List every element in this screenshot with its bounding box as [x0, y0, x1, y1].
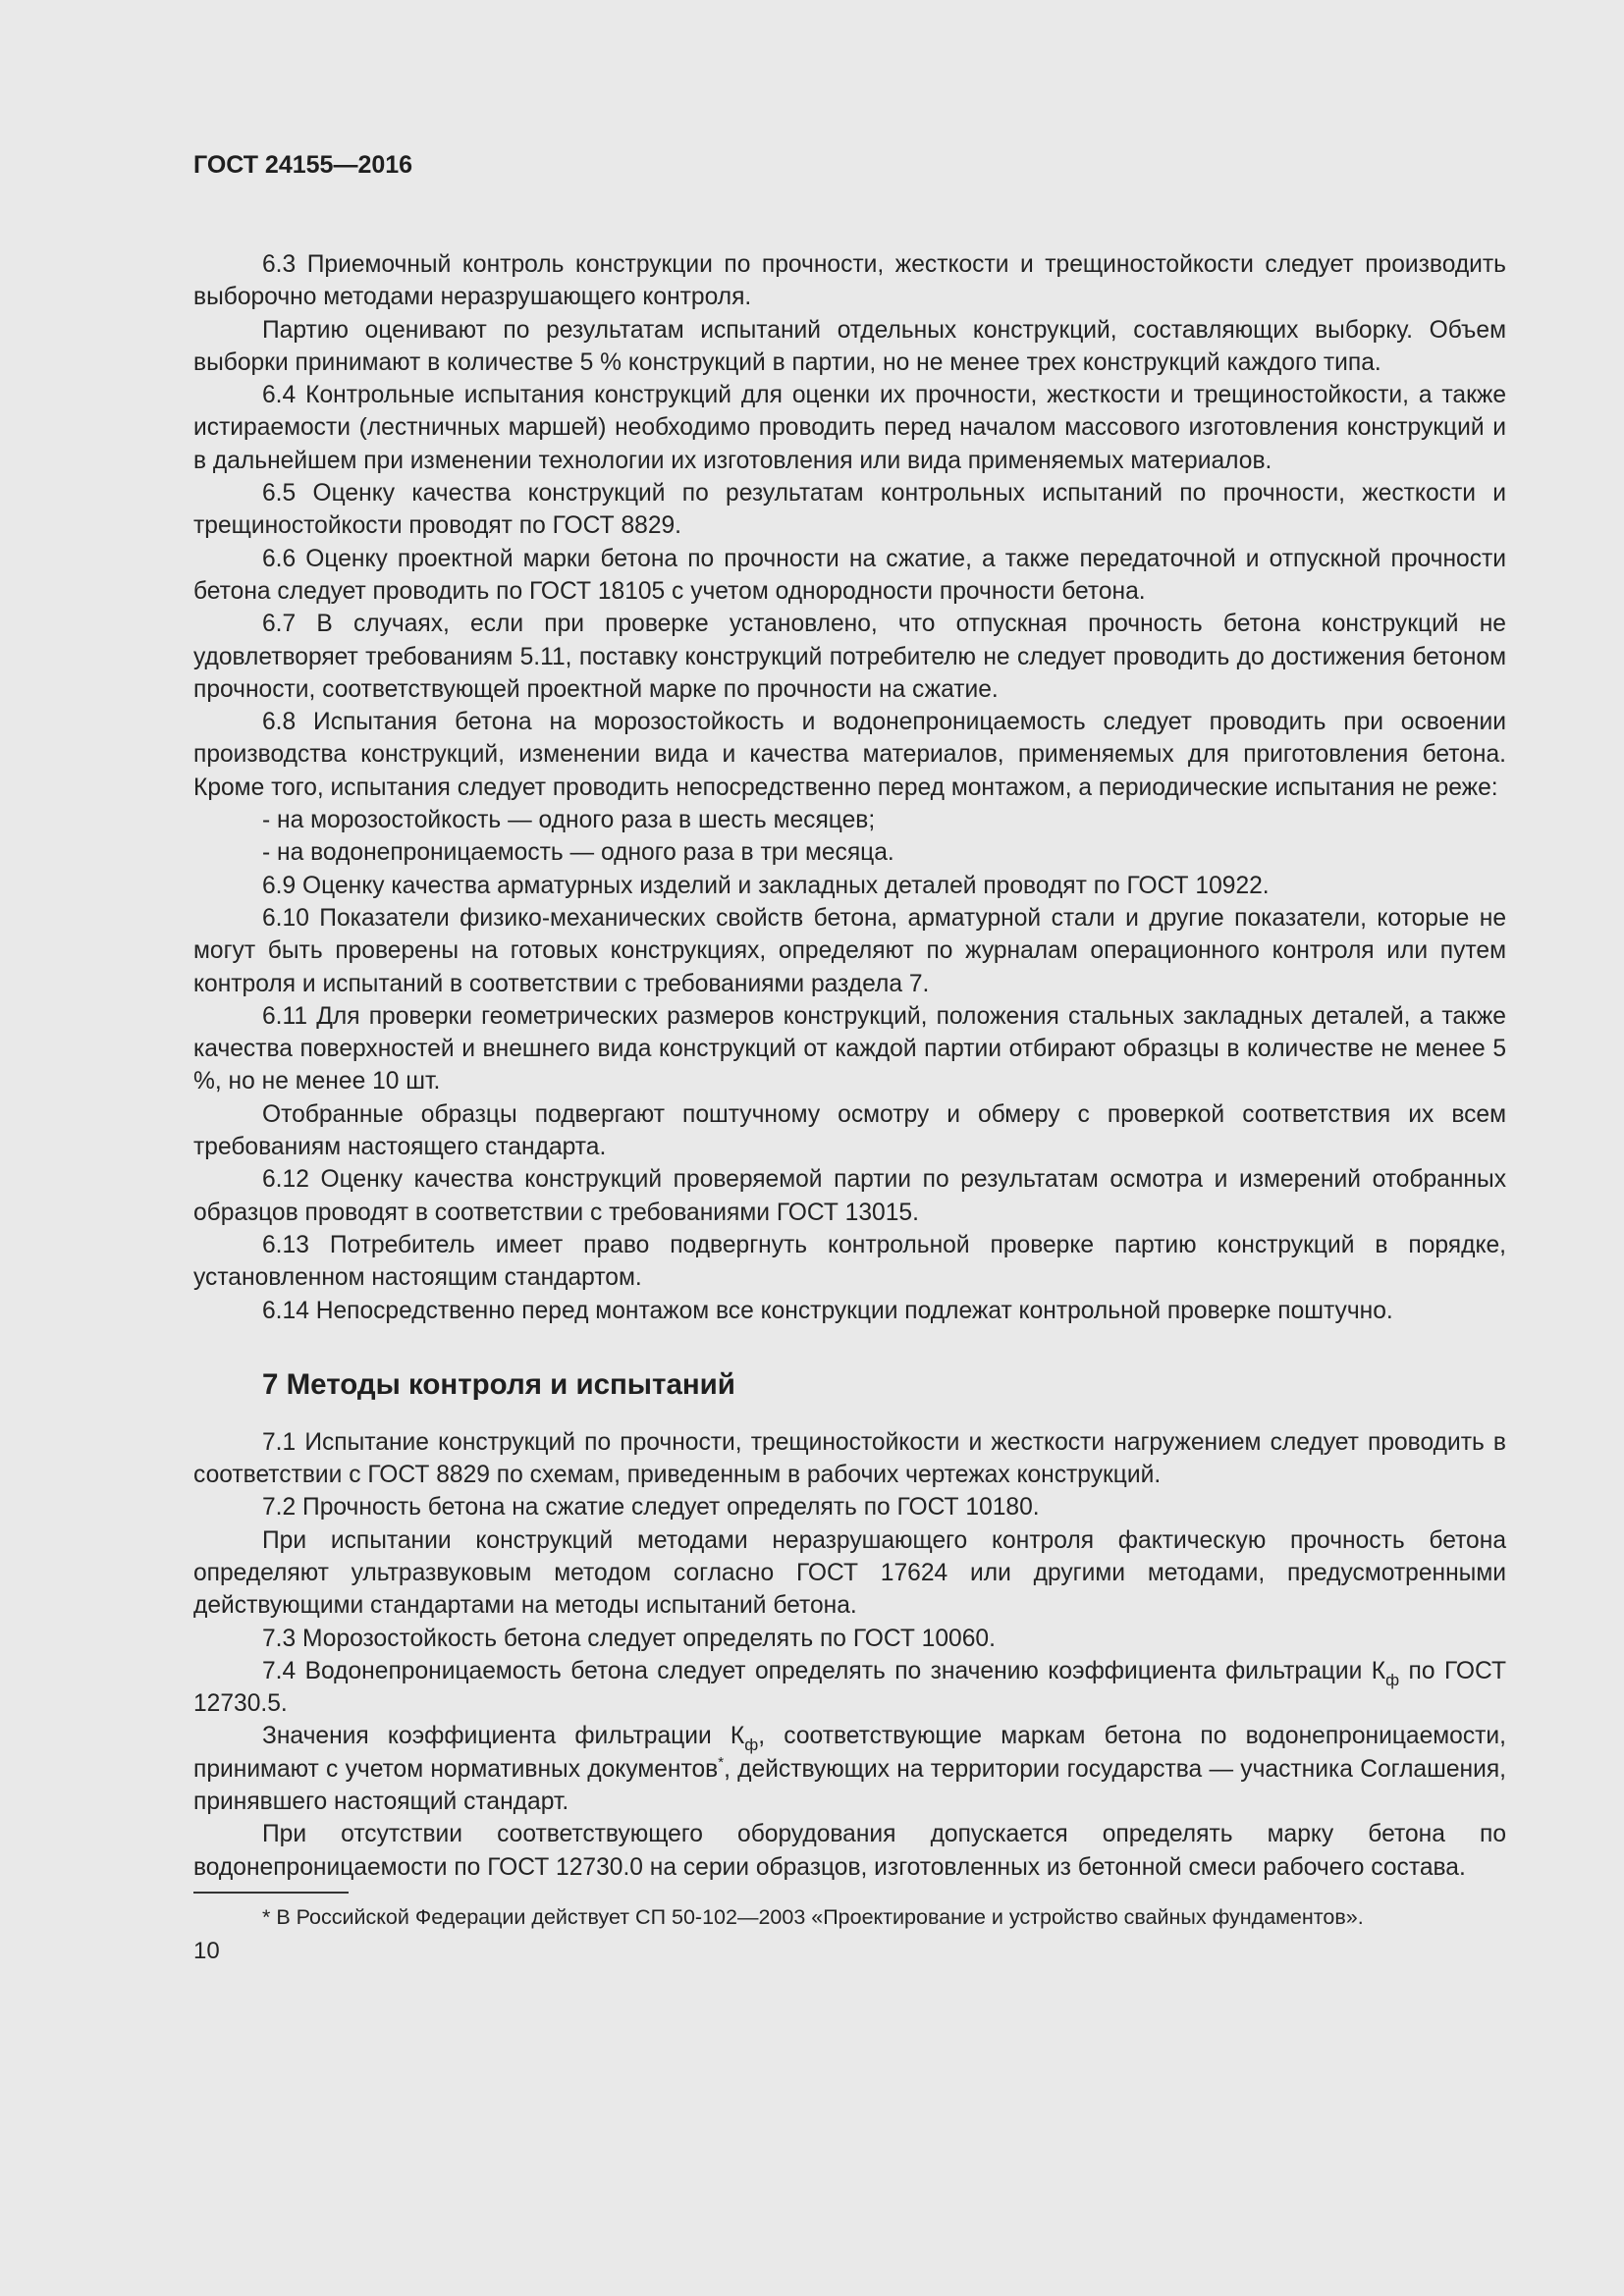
paragraph-7-4: [193, 1655, 1506, 1721]
page-number: 10: [193, 1937, 220, 1964]
paragraph-6-11-continued: Отобранные образцы подвергают поштучному осмотру и обмеру с проверкой соответствия их всем требованиям настоящего стандарта.: [193, 1100, 1506, 1161]
paragraph-6-14: 6.14 Непосредственно перед монтажом все конструкции подлежат контрольной проверке поштучно.: [262, 1297, 1393, 1324]
paragraph-6-9: 6.9 Оценку качества арматурных изделий и закладных деталей проводят по ГОСТ 10922.: [262, 872, 1270, 899]
paragraph-7-3: 7.3 Морозостойкость бетона следует определять по ГОСТ 10060.: [262, 1625, 996, 1652]
paragraph-7-4-filtration: [193, 1720, 1506, 1818]
footnote-separator: [193, 1892, 349, 1894]
paragraph-7-4-text: 7.4 Водонепроницаемость бетона следует определять по значению коэффициента фильтрации К: [262, 1657, 1386, 1684]
list-item-water-resistance: - на водонепроницаемость — одного раза в три месяца.: [262, 839, 894, 867]
section-6-body: [193, 248, 1506, 1327]
subscript-f: ф: [1385, 1670, 1400, 1689]
paragraph-7-2: 7.2 Прочность бетона на сжатие следует определять по ГОСТ 10180.: [262, 1494, 1040, 1522]
footnote: * В Российской Федерации действует СП 50-102—2003 «Проектирование и устройство свайных фундаментов».: [262, 1904, 1364, 1929]
paragraph-6-3: 6.3 Приемочный контроль конструкции по прочности, жесткости и трещиностойкости следует производить выборочно методами неразрушающего контроля.: [193, 251, 1506, 311]
paragraph-7-4-filtration-start: Значения коэффициента фильтрации К: [262, 1723, 745, 1750]
paragraph-7-4-text-end: по ГОСТ 12730.5.: [193, 1657, 1506, 1718]
paragraph-6-5: 6.5 Оценку качества конструкций по результатам контрольных испытаний по прочности, жесткости и трещиностойкости проводят по ГОСТ 8829.: [193, 480, 1506, 540]
paragraph-7-1: 7.1 Испытание конструкций по прочности, трещиностойкости и жесткости нагружением следует проводить в соответствии с ГОСТ 8829 по схемам, приведенным в рабочих чертежах конструкций.: [193, 1428, 1506, 1489]
section-7-title: 7 Методы контроля и испытаний: [262, 1367, 735, 1401]
paragraph-7-2-continued: При испытании конструкций методами неразрушающего контроля фактическую прочность бетона определяют ультразвуковым методом согласно ГОСТ 17624 или другими методами, предусмотренными действующими стандартами на методы испытаний бетона.: [193, 1526, 1506, 1620]
footnote-marker: *: [718, 1753, 725, 1771]
paragraph-6-8: 6.8 Испытания бетона на морозостойкость и водонепроницаемость следует проводить при освоении производства конструкций, изменении вида и качества материалов, применяемых для приготовления бетона. Кроме того, испытания следует проводить непосредственно перед монтажом, а периодические испытания не реже:: [193, 709, 1506, 801]
paragraph-6-6: 6.6 Оценку проектной марки бетона по прочности на сжатие, а также передаточной и отпускной прочности бетона следует проводить по ГОСТ 18105 с учетом однородности прочности бетона.: [193, 545, 1506, 605]
section-7-body: [193, 1426, 1506, 1884]
paragraph-7-4-filtration-end: , действующих на территории государства — участника Соглашения, принявшего настоящий стандарт.: [193, 1755, 1506, 1816]
document-page: [193, 145, 1506, 1967]
subscript-f: ф: [744, 1735, 759, 1755]
paragraph-6-7: 6.7 В случаях, если при проверке установлено, что отпускная прочность бетона конструкций не удовлетворяет требованиям 5.11, поставку конструкций потребителю не следует проводить до достижения бетоном прочности, соответствующей проектной марке по прочности на сжатие.: [193, 611, 1506, 703]
paragraph-6-12: 6.12 Оценку качества конструкций проверяемой партии по результатам осмотра и измерений отобранных образцов проводят в соответствии с требованиями ГОСТ 13015.: [193, 1166, 1506, 1226]
list-item-frost-resistance: - на морозостойкость — одного раза в шесть месяцев;: [262, 807, 876, 834]
paragraph-6-13: 6.13 Потребитель имеет право подвергнуть контрольной проверке партию конструкций в порядке, установленном настоящим стандартом.: [193, 1231, 1506, 1292]
paragraph-6-4: 6.4 Контрольные испытания конструкций для оценки их прочности, жесткости и трещиностойкости, а также истираемости (лестничных маршей) необходимо проводить перед началом массового изготовления конструкций и в дальнейшем при изменении технологии их изготовления или вида применяемых материалов.: [193, 382, 1506, 474]
paragraph-6-3-continued: Партию оценивают по результатам испытаний отдельных конструкций, составляющих выборку. Объем выборки принимают в количестве 5 % конструкций в партии, но не менее трех конструкций каждого типа.: [193, 316, 1506, 376]
document-header: ГОСТ 24155—2016: [193, 151, 413, 179]
paragraph-7-4-filtration-middle: , соответствующие маркам бетона по водонепроницаемости, принимают с учетом нормативных документов: [193, 1723, 1506, 1783]
paragraph-6-10: 6.10 Показатели физико-механических свойств бетона, арматурной стали и другие показатели, которые не могут быть проверены на готовых конструкциях, определяют по журналам операционного контроля или путем контроля и испытаний в соответствии с требованиями раздела 7.: [193, 904, 1506, 997]
paragraph-6-11: 6.11 Для проверки геометрических размеров конструкций, положения стальных закладных деталей, а также качества поверхностей и внешнего вида конструкций от каждой партии отбирают образцы в количестве не менее 5 %, но не менее 10 шт.: [193, 1002, 1506, 1095]
paragraph-7-4-no-equipment: При отсутствии соответствующего оборудования допускается определять марку бетона по водонепроницаемости по ГОСТ 12730.0 на серии образцов, изготовленных из бетонной смеси рабочего состава.: [193, 1821, 1506, 1881]
